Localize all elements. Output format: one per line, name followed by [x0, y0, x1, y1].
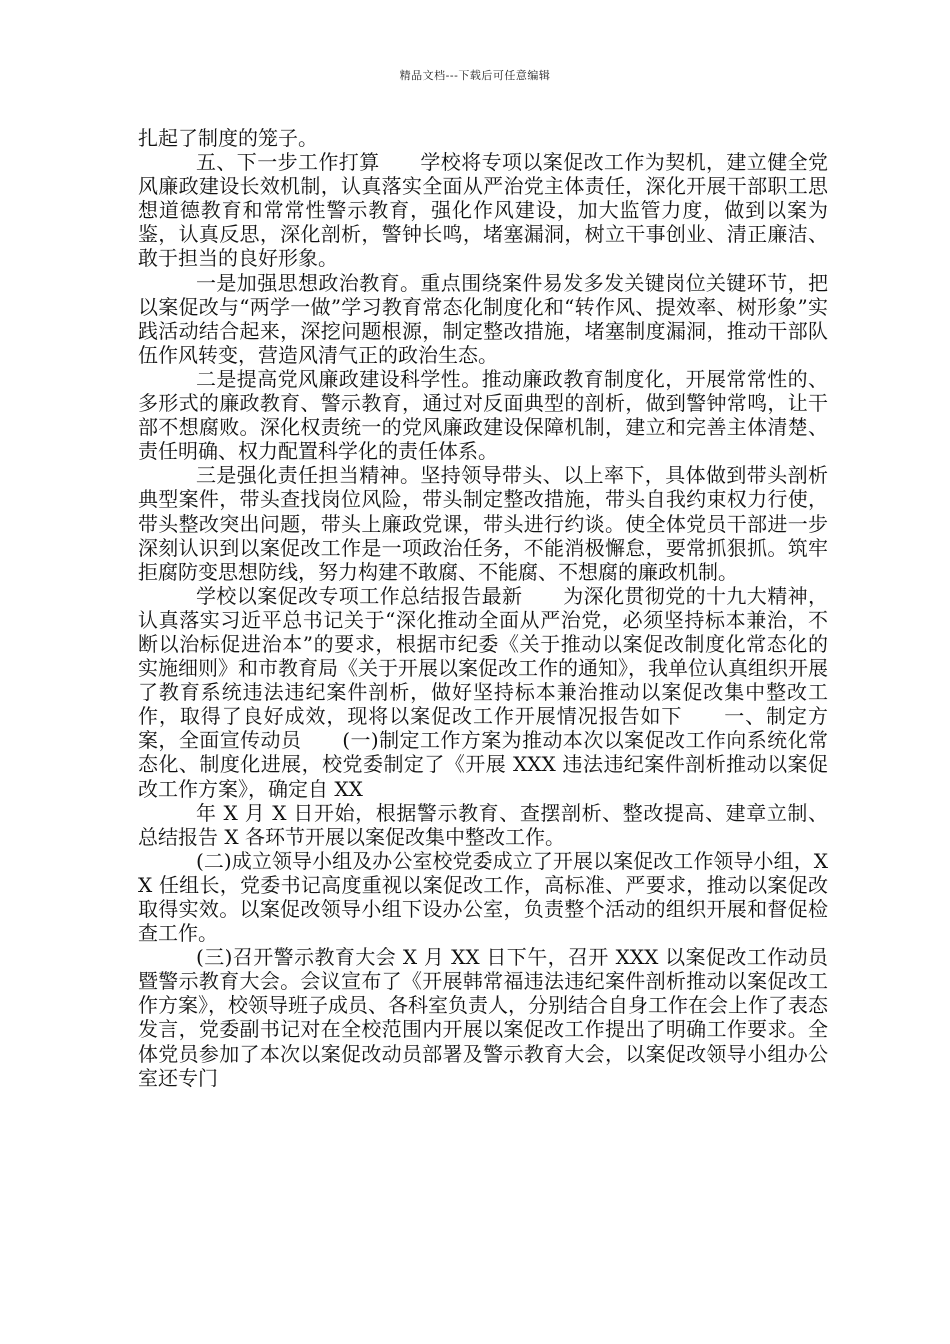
- paragraph-political-education: 一是加强思想政治教育。重点围绕案件易发多发关键岗位关键环节，把以案促改与“两学一做”学习教育常态化制度化和“转作风、提效率、树形象”实践活动结合起来，深挖问题根源，制定整改措施，堵塞制度漏洞，推动干部队伍作风转变，营造风清气正的政治生态。: [138, 270, 828, 367]
- paragraph-report-intro: 学校以案促改专项工作总结报告最新 为深化贯彻党的十九大精神，认真落实习近平总书记关于“深化推动全面从严治党，必须坚持标本兼治，不断以治标促进治本”的要求，根据市纪委《关于推动以案促改制度化常态化的实施细则》和市教育局《关于开展以案促改工作的通知》，我单位认真组织开展了教育系统违法违纪案件剖析，做好坚持标本兼治推动以案促改集中整改工作，取得了良好成效，现将以案促改工作开展情况报告如下 一、制定方案，全面宣传动员 (一)制定工作方案为推动本次以案促改工作向系统化常态化、制度化进展，校党委制定了《开展 XXX 违法违纪案件剖析推动以案促改工作方案》，确定自 XX: [138, 583, 828, 801]
- paragraph-schedule: 年 X 月 X 日开始，根据警示教育、查摆剖析、整改提高、建章立制、总结报告 X 各环节开展以案促改集中整改工作。: [138, 800, 828, 849]
- paragraph-warning-meeting: (三)召开警示教育大会 X 月 XX 日下午，召开 XXX 以案促改工作动员暨警示教育大会。会议宣布了《开展韩常福违法违纪案件剖析推动以案促改工作方案》，校领导班子成员、各科室负责人，分别结合自身工作在会上作了表态发言，党委副书记对在全校范围内开展以案促改工作提出了明确工作要求。全体党员参加了本次以案促改动员部署及警示教育大会，以案促改领导小组办公室还专门: [138, 945, 828, 1090]
- paragraph-scientific-building: 二是提高党风廉政建设科学性。推动廉政教育制度化，开展常常性的、多形式的廉政教育、警示教育，通过对反面典型的剖析，做到警钟常鸣，让干部不想腐败。深化权责统一的党风廉政建设保障机制，建立和完善主体清楚、责任明确、权力配置科学化的责任体系。: [138, 366, 828, 464]
- paragraph-continuation: 扎起了制度的笼子。: [138, 126, 318, 150]
- page-header: 精品文档---下载后可任意编辑: [399, 69, 551, 82]
- paragraph-leadership-group: (二)成立领导小组及办公室校党委成立了开展以案促改工作领导小组，XX 任组长，党委书记高度重视以案促改工作，高标准、严要求，推动以案促改取得实效。以案促改领导小组下设办公室，负责整个活动的组织开展和督促检查工作。: [138, 848, 828, 946]
- paragraph-responsibility: 三是强化责任担当精神。坚持领导带头、以上率下，具体做到带头剖析典型案件，带头查找岗位风险，带头制定整改措施，带头自我约束权力行使，带头整改突出问题，带头上廉政党课，带头进行约谈。使全体党员干部进一步深刻认识到以案促改工作是一项政治任务，不能消极懈怠，要常抓狠抓。筑牢拒腐防变思想防线，努力构建不敢腐、不能腐、不想腐的廉政机制。: [138, 463, 828, 584]
- document-body: [138, 126, 828, 1090]
- paragraph-next-steps: 五、下一步工作打算 学校将专项以案促改工作为契机，建立健全党风廉政建设长效机制，认真落实全面从严治党主体责任，深化开展干部职工思想道德教育和常常性警示教育，强化作风建设，加大监管力度，做到以案为鉴，认真反思，深化剖析，警钟长鸣，堵塞漏洞，树立干事创业、清正廉洁、敢于担当的良好形象。: [138, 150, 828, 271]
